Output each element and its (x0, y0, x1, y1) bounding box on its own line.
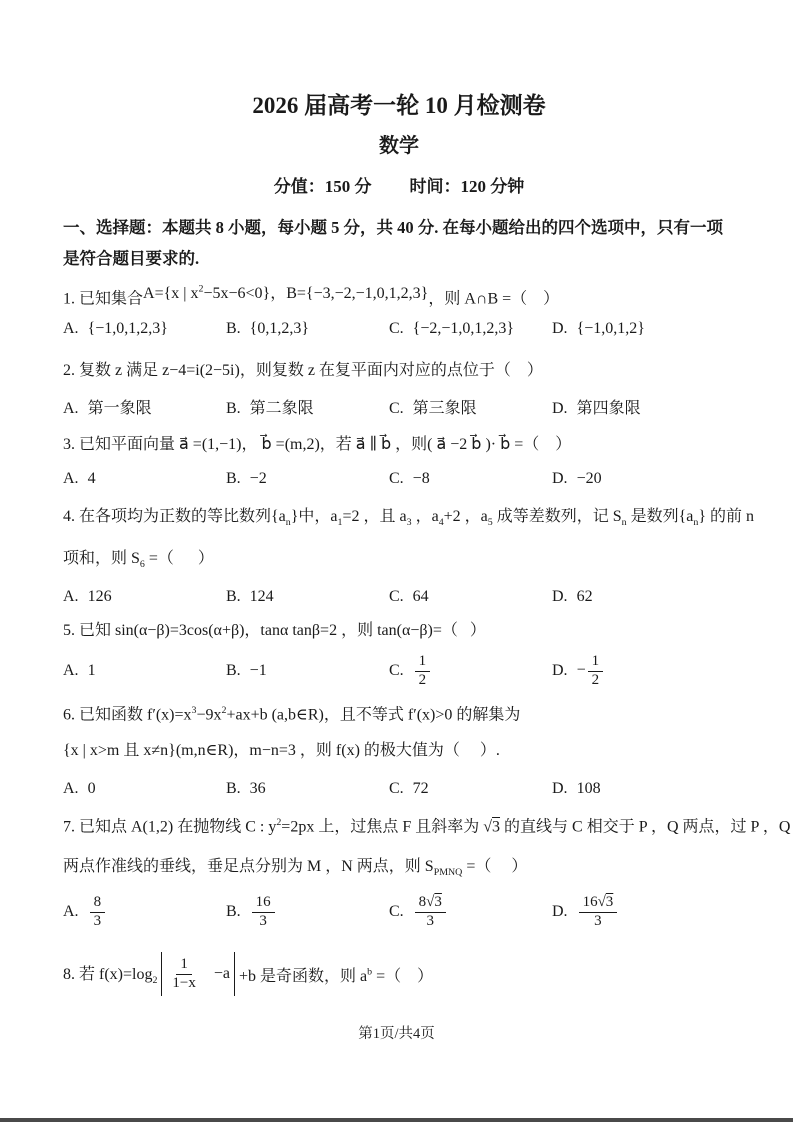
question-6 (63, 696, 735, 804)
question-2-options (63, 394, 735, 424)
section-heading-line2: 是符合题目要求的. (63, 249, 200, 268)
option-value: 64 (412, 588, 429, 605)
fraction-numerator: 1 (415, 653, 431, 671)
time-label: 时间：120 分钟 (409, 177, 525, 196)
q2-option-d (552, 394, 735, 424)
question-5-options (63, 648, 735, 694)
q7-option-c (389, 894, 552, 930)
q5-option-a (63, 656, 226, 686)
q4-option-b (226, 582, 389, 612)
option-label: A. (63, 320, 79, 337)
option-value: 62 (576, 588, 593, 605)
question-5-stem: 5. 已知 sin(α−β)=3cos(α+β)，tanα tanβ=2 ，则 tan(α−β)=（ ） (63, 622, 486, 639)
fraction-denominator: 1−x (172, 974, 196, 991)
q3-option-a (63, 464, 226, 494)
minus-sign: − (576, 661, 586, 679)
fraction-numerator: 1 (176, 956, 192, 974)
option-value: −20 (576, 470, 602, 487)
question-8 (63, 948, 735, 1000)
fraction (415, 653, 431, 689)
fraction-numerator: 1 (588, 653, 604, 671)
option-value: 108 (576, 780, 601, 797)
option-value: −8 (412, 470, 430, 487)
option-label: C. (389, 780, 404, 797)
q8-stem-pre: 8. 若 $f(x)=\log_2$ (63, 966, 158, 987)
question-5 (63, 616, 735, 694)
q1-stem-pre: 1. 已知集合 (63, 290, 144, 308)
option-value: 72 (412, 780, 429, 797)
question-4-options (63, 582, 735, 612)
fraction-numerator: 8√3 (415, 894, 446, 912)
absolute-value-bar (234, 952, 235, 996)
option-label: D. (552, 780, 568, 797)
question-7-options (63, 886, 735, 938)
q3-option-c (389, 464, 552, 494)
q3-option-b (226, 464, 389, 494)
q2-option-c (389, 394, 552, 424)
section-heading-line1: 一、选择题：本题共 8 小题，每小题 5 分，共 40 分. 在每小题给出的四个选项中，只有一项 (63, 218, 723, 237)
bottom-edge-bar (0, 1118, 793, 1122)
q1-option-a (63, 314, 226, 344)
option-label: B. (226, 588, 241, 605)
question-3-stem: 3. 已知平面向量 a⃗ =(1,−1)， b⃗ =(m,2)，若 a⃗ ∥ b⃗ ，则( a⃗ −2 b⃗ )· b⃗ =（ ） (63, 436, 572, 453)
option-value: 第一象限 (87, 400, 152, 417)
q7-option-d (552, 894, 735, 930)
q2-option-a (63, 394, 226, 424)
option-label: B. (226, 780, 241, 797)
score-label: 分值：150 分 (273, 177, 372, 196)
option-value: {0,1,2,3} (249, 320, 310, 337)
option-value: 4 (87, 470, 96, 487)
option-label: C. (389, 588, 404, 605)
option-label: C. (389, 400, 404, 417)
q4-option-d (552, 582, 735, 612)
q6-option-b (226, 774, 389, 804)
page-number: 第1页/共4页 (358, 1026, 435, 1042)
option-label: A. (63, 902, 79, 920)
q1-stem-post: ，则 A∩B =（ ） (428, 290, 560, 308)
fraction-numerator: 8 (90, 894, 106, 912)
option-value: 第二象限 (249, 400, 314, 417)
option-label: B. (226, 902, 241, 920)
q6-option-c (389, 774, 552, 804)
fraction (588, 653, 604, 689)
q1-formula: A={x | $x^2-5x-6<0$}，B={−3,−2,−1,0,1,2,3} (143, 284, 429, 303)
option-label: D. (552, 400, 568, 417)
q8-stem-post: +b 是奇函数，则 $a^b$ =（ ） (239, 966, 434, 985)
question-4-stem-line2: 项和，则 $S_6$ =（ ） (63, 550, 214, 571)
question-4-stem-line1: 4. 在各项均为正数的等比数列$\{a_n\}$中，$a_1=2$ ，且 $a_3$ ，$a_4+2$ ，$a_5$ 成等差数列，记 $S_n$ 是数列$\{a_n\}$ 的前 n (63, 508, 755, 529)
question-6-options (63, 774, 735, 804)
option-label: A. (63, 400, 79, 417)
option-label: B. (226, 400, 241, 417)
fraction-numerator: 16√3 (579, 894, 618, 912)
option-value: −1 (249, 662, 267, 679)
option-label: D. (552, 470, 568, 487)
option-label: C. (389, 320, 404, 337)
question-8-stem (63, 948, 735, 1000)
fraction-denominator: 2 (418, 671, 427, 688)
q7-option-b (226, 894, 389, 930)
question-1 (63, 280, 735, 344)
fraction-denominator: 2 (591, 671, 600, 688)
option-label: C. (389, 470, 404, 487)
option-label: C. (389, 902, 404, 920)
option-value: 126 (87, 588, 112, 605)
q8-minus-a: −a (213, 965, 231, 982)
option-label: A. (63, 588, 79, 605)
option-label: C. (389, 661, 404, 679)
option-label: D. (552, 588, 568, 605)
option-label: A. (63, 780, 79, 797)
option-value: {−1,0,1,2} (576, 320, 645, 337)
page-title: 2026 届高考一轮 10 月检测卷 (252, 93, 546, 118)
subject-title: 数学 (379, 135, 419, 157)
q6-option-d (552, 774, 735, 804)
question-4 (63, 502, 755, 612)
question-1-stem (63, 280, 735, 310)
option-value: 0 (87, 780, 96, 797)
question-1-options (63, 314, 735, 344)
fraction (90, 894, 106, 930)
question-3 (63, 430, 735, 494)
option-label: B. (226, 470, 241, 487)
option-value: 第三象限 (412, 400, 477, 417)
option-label: D. (552, 320, 568, 337)
fraction (168, 956, 199, 992)
absolute-value-bar (161, 952, 162, 996)
q3-option-d (552, 464, 735, 494)
option-value: {−1,0,1,2,3} (87, 320, 168, 337)
option-label: B. (226, 320, 241, 337)
fraction-denominator: 3 (259, 912, 267, 929)
option-label: D. (552, 661, 568, 679)
q4-option-c (389, 582, 552, 612)
q6-option-a (63, 774, 226, 804)
question-6-stem-line2: {x | x>m 且 x≠n}(m,n∈R)，m−n=3 ，则 f(x) 的极大值为（ ）. (63, 742, 500, 759)
q5-option-c (389, 653, 552, 689)
question-7 (63, 808, 791, 938)
question-2-stem: 2. 复数 z 满足 z−4=i(2−5i)，则复数 z 在复平面内对应的点位于（ ） (63, 362, 543, 379)
option-label: D. (552, 902, 568, 920)
q1-option-c (389, 314, 552, 344)
fraction-numerator: 16 (252, 894, 275, 912)
fraction-denominator: 3 (93, 912, 102, 929)
q2-option-b (226, 394, 389, 424)
option-label: B. (226, 662, 241, 679)
fraction (415, 894, 446, 930)
exam-meta (63, 176, 735, 198)
fraction-denominator: 3 (426, 912, 435, 929)
question-3-options (63, 464, 735, 494)
option-value: 第四象限 (576, 400, 641, 417)
option-value: −2 (249, 470, 267, 487)
fraction (579, 894, 618, 930)
question-7-stem-line1: 7. 已知点 A(1,2) 在抛物线 C : $y^2=2px$ 上，过焦点 F 且斜率为 √3 的直线与 C 相交于 P ，Q 两点，过 P ，Q (63, 817, 791, 836)
q5-option-b (226, 656, 389, 686)
option-label: A. (63, 470, 79, 487)
option-value: {−2,−1,0,1,2,3} (412, 320, 515, 337)
q4-option-a (63, 582, 226, 612)
option-value: 36 (249, 780, 266, 797)
q7-option-a (63, 894, 226, 930)
option-value: 124 (249, 588, 274, 605)
fraction-denominator: 3 (594, 912, 602, 929)
question-7-stem-line2: 两点作准线的垂线，垂足点分别为 M ，N 两点，则 $S_{PMNQ}$ =（ ） (63, 858, 528, 879)
q5-option-d (552, 653, 735, 689)
section-heading (63, 212, 735, 274)
question-6-stem-line1: 6. 已知函数 $f'(x)=x^3-9x^2+ax+b$ (a,b∈R)，且不等式 f′(x)>0 的解集为 (63, 705, 521, 724)
option-value: 1 (87, 662, 96, 679)
q1-option-b (226, 314, 389, 344)
option-label: A. (63, 662, 79, 679)
question-2 (63, 356, 735, 424)
fraction (252, 894, 275, 930)
q1-option-d (552, 314, 735, 344)
